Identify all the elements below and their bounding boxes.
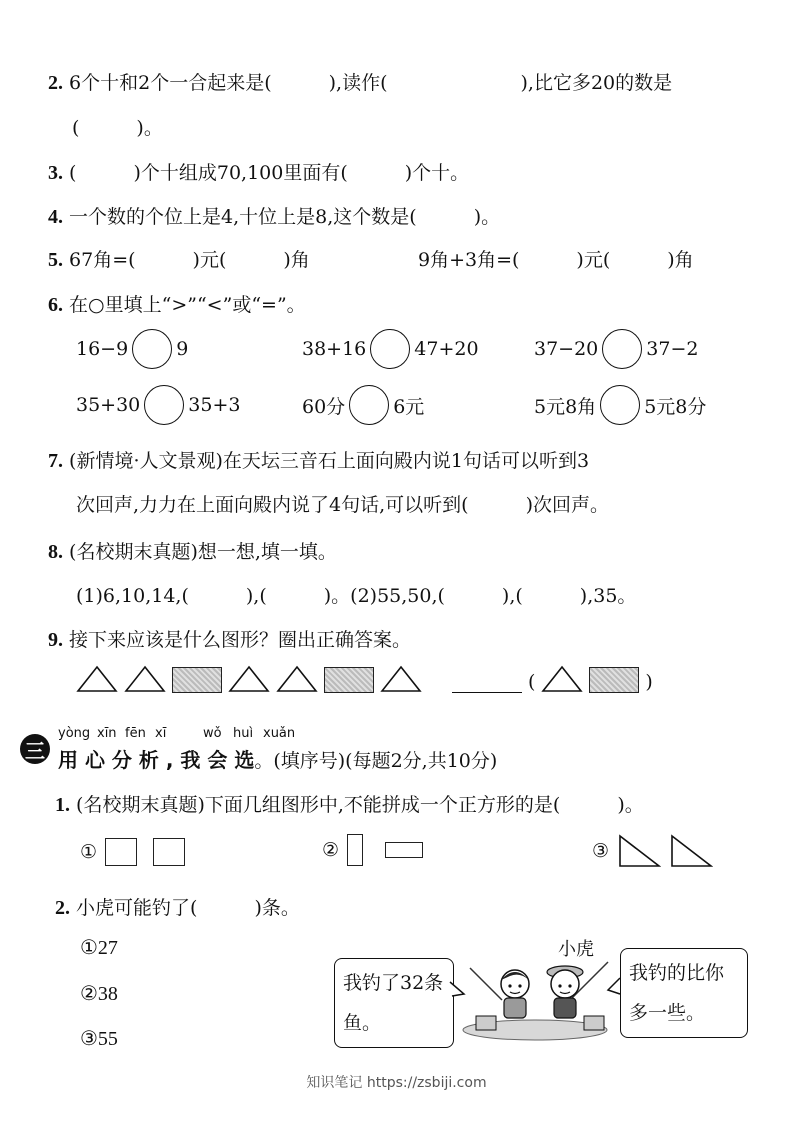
answer-circle[interactable] (602, 329, 642, 369)
compare-left: 16−9 (76, 338, 129, 360)
answer-circle[interactable] (144, 385, 184, 425)
question-4 (48, 202, 500, 229)
question-text: (新情境·人文景观)在天坛三音石上面向殿内说1句话可以听到3 (69, 450, 590, 472)
right-triangle-icon (617, 834, 661, 868)
answer-blank[interactable] (452, 672, 522, 693)
question-number: 1. (55, 794, 70, 816)
choice-3[interactable]: ③55 (80, 1028, 118, 1050)
tall-rectangle-icon (347, 834, 363, 866)
compare-left: 60分 (302, 395, 346, 418)
xiaohu-label: 小虎 (558, 939, 594, 960)
section-title: 用 心 分 析 , 我 会 选。(填序号)(每题2分,共10分) (58, 748, 498, 772)
triangle-icon (276, 665, 318, 693)
question-number: 3. (48, 162, 63, 184)
question-number: 8. (48, 541, 63, 563)
shaded-rectangle-icon (172, 667, 222, 693)
compare-left: 37−20 (534, 338, 599, 360)
shape-sequence (76, 665, 653, 693)
option-3[interactable] (592, 834, 713, 868)
question-text: 一个数的个位上是4,十位上是8,这个数是( )。 (69, 206, 501, 228)
triangle-icon (124, 665, 166, 693)
question-number: 5. (48, 249, 63, 271)
question-5-right: 9角+3角=( )元( )角 (418, 249, 694, 271)
compare-item (534, 385, 706, 425)
compare-right: 5元8分 (644, 395, 707, 418)
paren-open: ( (528, 671, 536, 693)
option-label: ② (322, 839, 340, 861)
shaded-rectangle-option-icon[interactable] (589, 667, 639, 693)
answer-circle[interactable] (370, 329, 410, 369)
triangle-icon (228, 665, 270, 693)
compare-left: 35+30 (76, 394, 141, 416)
speech-bubble-left: 我钓了32条鱼。 (334, 958, 454, 1048)
section3-question-1 (55, 790, 644, 817)
section-pinyin: yòng xīn fēn xī wǒ huì xuǎn (58, 726, 296, 741)
option-label: ③ (592, 840, 610, 862)
question-8-line2: (1)6,10,14,( ),( )。(2)55,50,( ),( ),35。 (76, 585, 637, 607)
compare-item (76, 329, 188, 369)
square-icon (105, 838, 137, 866)
wide-rectangle-icon (385, 842, 423, 858)
question-6 (48, 290, 306, 317)
right-triangle-icon (669, 834, 713, 868)
question-text: 在○里填上“>”“<”或“=”。 (69, 294, 306, 316)
choice-1[interactable]: ①27 (80, 937, 118, 959)
compare-right: 6元 (393, 395, 425, 418)
option-2[interactable] (322, 834, 423, 866)
question-3 (48, 158, 469, 185)
question-8 (48, 537, 337, 564)
paren-close: ) (645, 671, 653, 693)
compare-item (534, 329, 698, 369)
question-text-left: 67角=( )元( )角 (69, 249, 310, 271)
triangle-icon (76, 665, 118, 693)
question-number: 9. (48, 629, 63, 651)
triangle-icon (380, 665, 422, 693)
choice-2[interactable]: ②38 (80, 983, 118, 1005)
question-text: 6个十和2个一合起来是( ),读作( ),比它多20的数是 (69, 72, 673, 94)
shaded-rectangle-icon (324, 667, 374, 693)
answer-circle[interactable] (132, 329, 172, 369)
question-number: 2. (55, 897, 70, 919)
question-text: ( )个十组成70,100里面有( )个十。 (69, 162, 470, 184)
question-7 (48, 446, 589, 473)
question-number: 6. (48, 294, 63, 316)
question-number: 7. (48, 450, 63, 472)
question-text: (名校期末真题)想一想,填一填。 (69, 541, 337, 563)
footer-watermark: 知识笔记 https://zsbiji.com (306, 1075, 487, 1091)
compare-right: 35+3 (188, 394, 241, 416)
question-2 (48, 68, 672, 95)
option-label: ① (80, 841, 98, 863)
triangle-option-icon[interactable] (541, 665, 583, 693)
question-2-line2: ( )。 (72, 117, 163, 139)
compare-item (302, 385, 424, 425)
compare-right: 9 (176, 338, 189, 360)
question-5 (48, 245, 310, 272)
section-icon: 三 (20, 734, 50, 764)
compare-item (76, 385, 240, 425)
compare-right: 37−2 (646, 338, 699, 360)
compare-left: 5元8角 (534, 395, 597, 418)
option-1[interactable] (80, 838, 185, 866)
question-9 (48, 625, 411, 652)
compare-right: 47+20 (414, 338, 479, 360)
question-text: 小虎可能钓了( )条。 (76, 897, 300, 919)
answer-circle[interactable] (349, 385, 389, 425)
section3-question-2 (55, 893, 300, 920)
compare-left: 38+16 (302, 338, 367, 360)
compare-item (302, 329, 479, 369)
speech-bubble-right: 我钓的比你多一些。 (620, 948, 748, 1038)
question-text: (名校期末真题)下面几组图形中,不能拼成一个正方形的是( )。 (76, 794, 644, 816)
question-number: 2. (48, 72, 63, 94)
question-text: 接下来应该是什么图形？圈出正确答案。 (69, 629, 412, 651)
question-number: 4. (48, 206, 63, 228)
question-7-line2: 次回声,力力在上面向殿内说了4句话,可以听到( )次回声。 (76, 494, 609, 516)
fishing-kids-illustration (440, 950, 630, 1045)
answer-circle[interactable] (600, 385, 640, 425)
square-icon (153, 838, 185, 866)
